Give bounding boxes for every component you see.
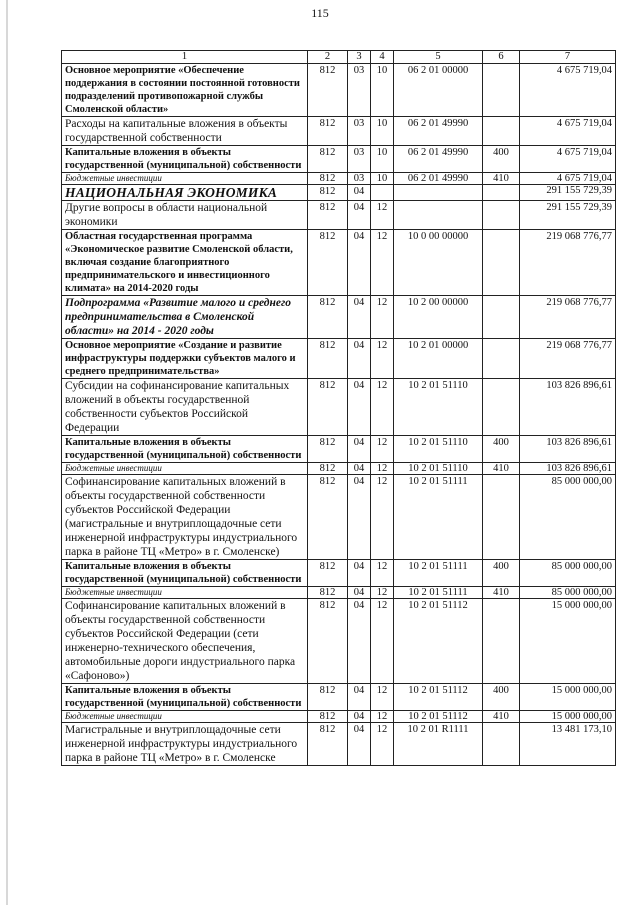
item-name-cell: Областная государственная программа «Экономическое развитие Смоленской области, включая создание благоприятного предпринимательского и инвестиционного климата» на 2014-2020 годы xyxy=(62,230,308,296)
subsection-code-cell: 12 xyxy=(371,379,394,436)
table-row xyxy=(62,64,616,117)
target-article-code-cell: 10 0 00 00000 xyxy=(394,230,483,296)
target-article-code-cell: 10 2 01 00000 xyxy=(394,339,483,379)
item-name-cell: Основное мероприятие «Обеспечение поддержания в состоянии постоянной готовности подразделений противопожарной службы Смоленской области» xyxy=(62,64,308,117)
expense-type-code-cell xyxy=(483,723,520,766)
amount-cell: 103 826 896,61 xyxy=(520,436,616,463)
ministry-code-cell: 812 xyxy=(308,599,348,684)
amount-cell: 15 000 000,00 xyxy=(520,684,616,711)
table-row xyxy=(62,296,616,339)
expense-type-code-cell xyxy=(483,117,520,146)
section-code-cell: 04 xyxy=(348,185,371,201)
table-row xyxy=(62,230,616,296)
ministry-code-cell: 812 xyxy=(308,723,348,766)
amount-cell: 4 675 719,04 xyxy=(520,64,616,117)
target-article-code-cell: 10 2 00 00000 xyxy=(394,296,483,339)
section-code-cell: 04 xyxy=(348,684,371,711)
amount-cell: 85 000 000,00 xyxy=(520,560,616,587)
item-name-cell: Софинансирование капитальных вложений в объекты государственной собственности субъектов Российской Федерации (магистральные и внутриплощадочные сети инженерной инфраструктуры индустриального парка в районе ТЦ «Метро» в г. Смоленске) xyxy=(62,475,308,560)
page-number: 115 xyxy=(311,6,329,20)
item-name-cell: Расходы на капитальные вложения в объекты государственной собственности xyxy=(62,117,308,146)
subsection-code-cell: 12 xyxy=(371,339,394,379)
ministry-code-cell: 812 xyxy=(308,296,348,339)
ministry-code-cell: 812 xyxy=(308,201,348,230)
column-number: 5 xyxy=(394,51,483,64)
target-article-code-cell: 10 2 01 51112 xyxy=(394,599,483,684)
ministry-code-cell: 812 xyxy=(308,711,348,723)
expense-type-code-cell: 400 xyxy=(483,436,520,463)
amount-cell: 291 155 729,39 xyxy=(520,201,616,230)
expense-type-code-cell xyxy=(483,339,520,379)
expense-type-code-cell xyxy=(483,475,520,560)
expense-type-code-cell xyxy=(483,379,520,436)
ministry-code-cell: 812 xyxy=(308,587,348,599)
amount-cell: 291 155 729,39 xyxy=(520,185,616,201)
amount-cell: 4 675 719,04 xyxy=(520,146,616,173)
budget-table xyxy=(61,50,616,766)
expense-type-code-cell: 410 xyxy=(483,463,520,475)
section-code-cell: 04 xyxy=(348,599,371,684)
item-name-cell: Бюджетные инвестиции xyxy=(62,711,308,723)
amount-cell: 15 000 000,00 xyxy=(520,711,616,723)
ministry-code-cell: 812 xyxy=(308,185,348,201)
item-name-cell: Подпрограмма «Развитие малого и среднего предпринимательства в Смоленской области» на 2014 - 2020 годы xyxy=(62,296,308,339)
target-article-code-cell: 10 2 01 51111 xyxy=(394,560,483,587)
column-number: 4 xyxy=(371,51,394,64)
table-row xyxy=(62,599,616,684)
section-code-cell: 04 xyxy=(348,475,371,560)
target-article-code-cell: 10 2 01 51111 xyxy=(394,475,483,560)
expense-type-code-cell: 400 xyxy=(483,146,520,173)
table-row xyxy=(62,117,616,146)
amount-cell: 85 000 000,00 xyxy=(520,475,616,560)
amount-cell: 15 000 000,00 xyxy=(520,599,616,684)
section-code-cell: 04 xyxy=(348,201,371,230)
ministry-code-cell: 812 xyxy=(308,230,348,296)
expense-type-code-cell: 410 xyxy=(483,173,520,185)
item-name-cell: Бюджетные инвестиции xyxy=(62,587,308,599)
amount-cell: 219 068 776,77 xyxy=(520,296,616,339)
item-name-cell: Капитальные вложения в объекты государственной (муниципальной) собственности xyxy=(62,146,308,173)
ministry-code-cell: 812 xyxy=(308,146,348,173)
table-row xyxy=(62,711,616,723)
table-row xyxy=(62,684,616,711)
target-article-code-cell: 06 2 01 49990 xyxy=(394,117,483,146)
target-article-code-cell xyxy=(394,201,483,230)
amount-cell: 13 481 173,10 xyxy=(520,723,616,766)
table-row xyxy=(62,587,616,599)
ministry-code-cell: 812 xyxy=(308,463,348,475)
item-name-cell: Капитальные вложения в объекты государственной (муниципальной) собственности xyxy=(62,684,308,711)
table-row xyxy=(62,146,616,173)
column-number: 1 xyxy=(62,51,308,64)
target-article-code-cell: 06 2 01 49990 xyxy=(394,146,483,173)
section-code-cell: 04 xyxy=(348,339,371,379)
ministry-code-cell: 812 xyxy=(308,684,348,711)
amount-cell: 4 675 719,04 xyxy=(520,117,616,146)
subsection-code-cell: 10 xyxy=(371,173,394,185)
section-code-cell: 03 xyxy=(348,146,371,173)
table-row xyxy=(62,436,616,463)
item-name-cell: Субсидии на софинансирование капитальных вложений в объекты государственной собственности субъектов Российской Федерации xyxy=(62,379,308,436)
subsection-code-cell: 12 xyxy=(371,723,394,766)
amount-cell: 219 068 776,77 xyxy=(520,339,616,379)
section-code-cell: 04 xyxy=(348,587,371,599)
section-code-cell: 04 xyxy=(348,560,371,587)
subsection-code-cell xyxy=(371,185,394,201)
target-article-code-cell: 10 2 01 51111 xyxy=(394,587,483,599)
item-name-cell: Капитальные вложения в объекты государственной (муниципальной) собственности xyxy=(62,436,308,463)
amount-cell: 85 000 000,00 xyxy=(520,587,616,599)
section-code-cell: 04 xyxy=(348,436,371,463)
subsection-code-cell: 12 xyxy=(371,475,394,560)
table-row xyxy=(62,463,616,475)
table-row xyxy=(62,475,616,560)
column-number: 3 xyxy=(348,51,371,64)
subsection-code-cell: 12 xyxy=(371,711,394,723)
ministry-code-cell: 812 xyxy=(308,339,348,379)
subsection-code-cell: 12 xyxy=(371,463,394,475)
subsection-code-cell: 12 xyxy=(371,436,394,463)
ministry-code-cell: 812 xyxy=(308,117,348,146)
expense-type-code-cell: 400 xyxy=(483,560,520,587)
item-name-cell: Софинансирование капитальных вложений в объекты государственной собственности субъектов Российской Федерации (сети инженерно-технического обеспечения, автомобильные дороги индустриального парка «Сафоново») xyxy=(62,599,308,684)
expense-type-code-cell xyxy=(483,64,520,117)
subsection-code-cell: 12 xyxy=(371,587,394,599)
ministry-code-cell: 812 xyxy=(308,173,348,185)
table-row xyxy=(62,379,616,436)
amount-cell: 219 068 776,77 xyxy=(520,230,616,296)
target-article-code-cell: 10 2 01 51110 xyxy=(394,436,483,463)
amount-cell: 4 675 719,04 xyxy=(520,173,616,185)
subsection-code-cell: 12 xyxy=(371,201,394,230)
section-code-cell: 04 xyxy=(348,379,371,436)
column-number: 2 xyxy=(308,51,348,64)
subsection-code-cell: 12 xyxy=(371,230,394,296)
target-article-code-cell: 10 2 01 51110 xyxy=(394,463,483,475)
subsection-code-cell: 12 xyxy=(371,560,394,587)
ministry-code-cell: 812 xyxy=(308,560,348,587)
section-code-cell: 04 xyxy=(348,463,371,475)
table-row xyxy=(62,185,616,201)
amount-cell: 103 826 896,61 xyxy=(520,379,616,436)
target-article-code-cell: 10 2 01 51112 xyxy=(394,711,483,723)
ministry-code-cell: 812 xyxy=(308,436,348,463)
scan-edge-line xyxy=(6,0,8,905)
expense-type-code-cell: 410 xyxy=(483,587,520,599)
subsection-code-cell: 12 xyxy=(371,599,394,684)
ministry-code-cell: 812 xyxy=(308,64,348,117)
subsection-code-cell: 10 xyxy=(371,146,394,173)
item-name-cell: Капитальные вложения в объекты государственной (муниципальной) собственности xyxy=(62,560,308,587)
item-name-cell: Бюджетные инвестиции xyxy=(62,173,308,185)
target-article-code-cell: 10 2 01 51110 xyxy=(394,379,483,436)
section-code-cell: 04 xyxy=(348,296,371,339)
ministry-code-cell: 812 xyxy=(308,475,348,560)
column-number: 7 xyxy=(520,51,616,64)
expense-type-code-cell xyxy=(483,201,520,230)
item-name-cell: Основное мероприятие «Создание и развитие инфраструктуры поддержки субъектов малого и среднего предпринимательства» xyxy=(62,339,308,379)
item-name-cell: НАЦИОНАЛЬНАЯ ЭКОНОМИКА xyxy=(62,185,308,201)
target-article-code-cell: 06 2 01 49990 xyxy=(394,173,483,185)
item-name-cell: Бюджетные инвестиции xyxy=(62,463,308,475)
table-row xyxy=(62,201,616,230)
section-code-cell: 04 xyxy=(348,230,371,296)
subsection-code-cell: 10 xyxy=(371,64,394,117)
table-row xyxy=(62,173,616,185)
section-code-cell: 03 xyxy=(348,173,371,185)
expense-type-code-cell xyxy=(483,599,520,684)
section-code-cell: 03 xyxy=(348,64,371,117)
column-number-row xyxy=(62,51,616,64)
target-article-code-cell: 06 2 01 00000 xyxy=(394,64,483,117)
target-article-code-cell: 10 2 01 R1111 xyxy=(394,723,483,766)
expense-type-code-cell xyxy=(483,296,520,339)
ministry-code-cell: 812 xyxy=(308,379,348,436)
table-row xyxy=(62,339,616,379)
target-article-code-cell xyxy=(394,185,483,201)
expense-type-code-cell xyxy=(483,230,520,296)
expense-type-code-cell: 400 xyxy=(483,684,520,711)
section-code-cell: 04 xyxy=(348,711,371,723)
subsection-code-cell: 12 xyxy=(371,296,394,339)
item-name-cell: Другие вопросы в области национальной экономики xyxy=(62,201,308,230)
item-name-cell: Магистральные и внутриплощадочные сети инженерной инфраструктуры индустриального парка в районе ТЦ «Метро» в г. Смоленске xyxy=(62,723,308,766)
section-code-cell: 03 xyxy=(348,117,371,146)
table-row xyxy=(62,560,616,587)
amount-cell: 103 826 896,61 xyxy=(520,463,616,475)
expense-type-code-cell: 410 xyxy=(483,711,520,723)
expense-type-code-cell xyxy=(483,185,520,201)
target-article-code-cell: 10 2 01 51112 xyxy=(394,684,483,711)
table-row xyxy=(62,723,616,766)
subsection-code-cell: 10 xyxy=(371,117,394,146)
budget-table-body xyxy=(62,64,616,766)
column-number: 6 xyxy=(483,51,520,64)
section-code-cell: 04 xyxy=(348,723,371,766)
subsection-code-cell: 12 xyxy=(371,684,394,711)
